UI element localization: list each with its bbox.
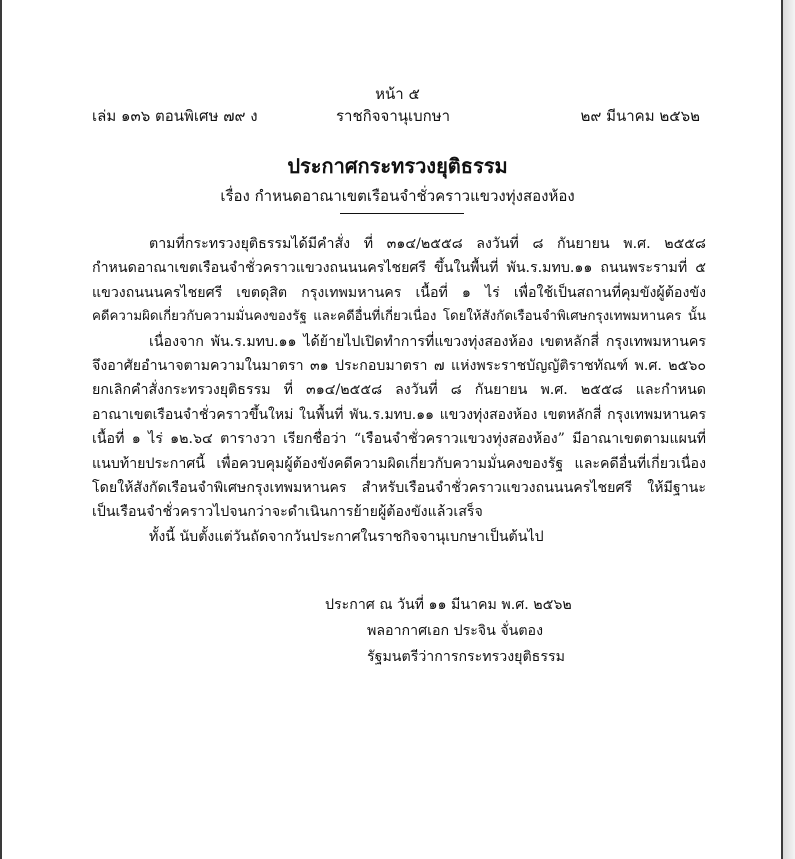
page-right-edge [781,0,783,859]
text-line: คดีความผิดเกี่ยวกับความมั่นคงของรัฐ และคดีอื่นที่เกี่ยวเนื่อง โดยให้สังกัดเรือนจำพิเศษกรุงเทพมหานคร นั้น [92,309,706,325]
signature-block [325,592,572,670]
paragraph-2 [92,330,706,525]
text-line: กำหนดอาณาเขตเรือนจำชั่วคราวแขวงถนนนครไชยศรี ขึ้นในพื้นที่ พัน.ร.มทบ.๑๑ ถนนพระรามที่ ๕ [92,260,706,277]
paragraph-1 [92,232,706,330]
page-left-edge [0,0,2,859]
text-line: โดยให้สังกัดเรือนจำพิเศษกรุงเทพมหานคร สำหรับเรือนจำชั่วคราวแขวงถนนนครไชยศรี ให้มีฐานะ [92,479,706,496]
announcement-body [92,232,706,549]
announcement-date: ประกาศ ณ วันที่ ๑๑ มีนาคม พ.ศ. ๒๕๖๒ [325,597,572,613]
title-divider [340,213,464,214]
gazette-name: ราชกิจจานุเบกษา [336,107,451,125]
text-line: เนื้อที่ ๑ ไร่ ๑๒.๖๔ ตารางวา เรียกชื่อว่า “เรือนจำชั่วคราวแขวงทุ่งสองห้อง” มีอาณาเขตตามแผนที่ [92,431,706,448]
text-line: อาณาเขตเรือนจำชั่วคราวขึ้นใหม่ ในพื้นที่ พัน.ร.มทบ.๑๑ แขวงทุ่งสองห้อง เขตหลักสี่ กรุงเทพมหานคร [92,406,706,423]
text-line: จึงอาศัยอำนาจตามความในมาตรา ๓๑ ประกอบมาตรา ๗ แห่งพระราชบัญญัติราชทัณฑ์ พ.ศ. ๒๕๖๐ [92,357,706,374]
text-line: ตามที่กระทรวงยุติธรรมได้มีคำสั่ง ที่ ๓๑๔/๒๕๕๘ ลงวันที่ ๘ กันยายน พ.ศ. ๒๕๕๘ [149,236,706,252]
text-line: แขวงถนนนครไชยศรี เขตดุสิต กรุงเทพมหานคร เนื้อที่ ๑ ไร่ เพื่อใช้เป็นสถานที่คุมขังผู้ต้องขัง [92,284,706,301]
gazette-header [92,104,700,126]
text-line: เนื่องจาก พัน.ร.มทบ.๑๑ ได้ย้ายไปเปิดทำการที่แขวงทุ่งสองห้อง เขตหลักสี่ กรุงเทพมหานคร [149,333,706,350]
page-right-shadow [783,0,795,859]
text-line: ยกเลิกคำสั่งกระทรวงยุติธรรม ที่ ๓๑๔/๒๕๕๘ ลงวันที่ ๘ กันยายน พ.ศ. ๒๕๕๘ และกำหนด [92,382,706,399]
announcement-subject: เรื่อง กำหนดอาณาเขตเรือนจำชั่วคราวแขวงทุ่งสองห้อง [220,187,575,205]
text-line: เป็นเรือนจำชั่วคราวไปจนกว่าจะดำเนินการย้ายผู้ต้องขังแล้วเสร็จ [92,504,483,521]
page-number: หน้า ๕ [375,85,420,103]
signer-position: รัฐมนตรีว่าการกระทรวงยุติธรรม [367,649,565,665]
paragraph-3 [92,525,706,549]
publication-date: ๒๙ มีนาคม ๒๕๖๒ [580,107,700,125]
announcement-title: ประกาศกระทรวงยุติธรรม [287,154,508,178]
volume-info: เล่ม ๑๓๖ ตอนพิเศษ ๗๙ ง [92,107,258,125]
text-line: ทั้งนี้ นับตั้งแต่วันถัดจากวันประกาศในราชกิจจานุเบกษาเป็นต้นไป [149,528,544,545]
text-line: แนบท้ายประกาศนี้ เพื่อควบคุมผู้ต้องขังคดีความผิดเกี่ยวกับความมั่นคงของรัฐ และคดีอื่นที่เกี่ยวเนื่อง [92,455,706,472]
signer-name: พลอากาศเอก ประจิน จั่นตอง [367,623,544,639]
